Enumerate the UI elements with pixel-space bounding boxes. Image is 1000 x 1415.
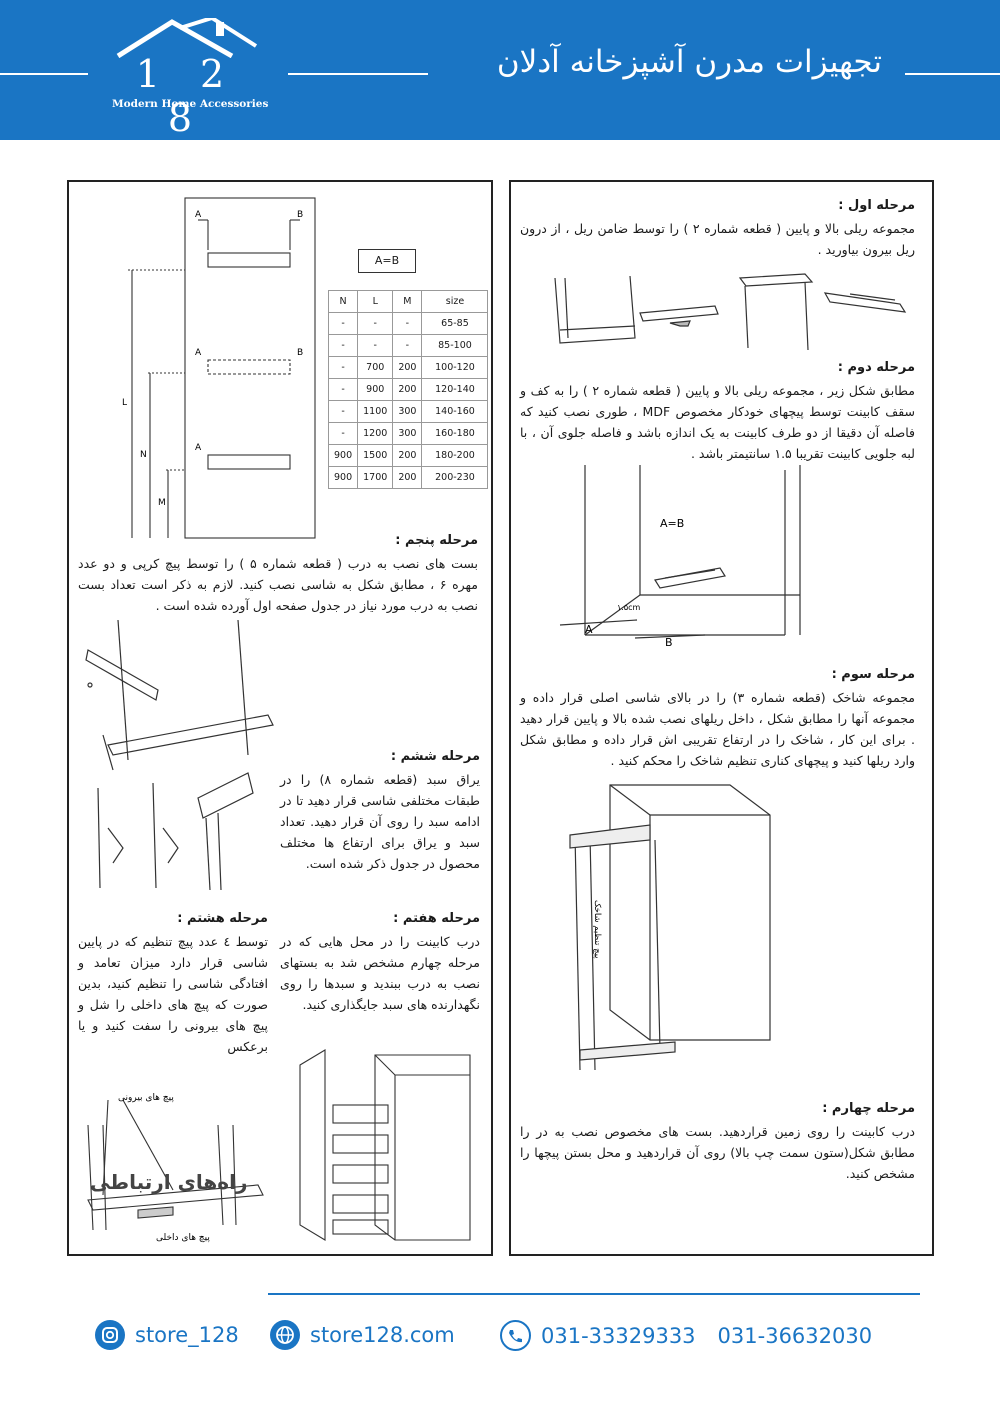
step2 (520, 357, 915, 464)
step6-title: مرحله ششم : (390, 749, 480, 764)
step6-hanger-figure (78, 768, 278, 893)
step2-title: مرحله دوم : (837, 360, 915, 375)
door-label-m: M (158, 498, 166, 508)
table-cell: 200 (393, 379, 422, 401)
table-row (329, 379, 488, 401)
table-cell: 1100 (358, 401, 393, 423)
logo-subtitle: Modern Home Accessories (112, 98, 269, 110)
phone-icon (500, 1320, 531, 1351)
step7-text: درب کابینت را در محل هایی که در مرحله چهارم مشخص شد به بستهای نصب به درب ببندید و سبدها را روی نگهدارنده های سبد جایگذاری کنید. (280, 934, 480, 1012)
step7-basket-figure (295, 1045, 475, 1245)
table-row (329, 423, 488, 445)
footer-title: راه‌های ارتباطی (90, 1170, 248, 1194)
table-cell: 1700 (358, 467, 393, 489)
ab-box: A=B (358, 249, 416, 273)
table-row (329, 313, 488, 335)
footer-divider (268, 1293, 920, 1295)
table-cell: 700 (358, 357, 393, 379)
step2-label-b: B (665, 636, 673, 649)
instagram-contact[interactable] (95, 1320, 239, 1350)
table-cell: 200 (393, 467, 422, 489)
step2-text: مطابق شکل زیر ، مجموعه ریلی بالا و پایین ( قطعه شماره ۲ ) را به کف و سقف کابینت توسط پیچهای خودکار مخصوص MDF ، طوری نصب کنید که فاصله آن دقیقا از دو طرف کابینت به یک اندازه باشد و فاصله جلوی آن ، با لبه جلویی کابینت تقریبا ۱.۵ سانتیمتر باشد . (520, 383, 915, 461)
table-row (329, 401, 488, 423)
step3-text: مجموعه شاخک (قطعه شماره ۳) را در بالای شاسی اصلی قرار داده و مجموعه آنها را مطابق شکل ، داخل ریلهای نصب شده بالا و پایین قرار دهید . برای این کار ، شاخک را در ارتفاع تقریبی اش قرار داده و مطابق شکل وارد ریلها کنید و پیچهای کناری تنظیم شاخک را محکم کنید . (520, 690, 915, 768)
table-cell: - (329, 401, 358, 423)
step3-cabinet-figure (565, 780, 780, 1080)
step3-label: پیچ تنظیم شاخک (592, 900, 602, 959)
table-cell: - (358, 335, 393, 357)
step1-title: مرحله اول : (838, 198, 915, 213)
phone-number-1: 031-33329333 (541, 1323, 696, 1348)
instagram-handle: store_128 (135, 1323, 239, 1347)
header-banner (0, 0, 1000, 140)
size-table-header (329, 291, 488, 313)
table-row (329, 445, 488, 467)
table-cell: 200-230 (422, 467, 488, 489)
globe-icon (270, 1320, 300, 1350)
table-cell: - (329, 335, 358, 357)
step2-label-dist: ۱.۵cm (617, 603, 641, 612)
table-cell: 100-120 (422, 357, 488, 379)
size-table-header-l: L (358, 291, 393, 313)
door-label-b-mid: B (297, 348, 304, 358)
door-label-l: L (122, 398, 128, 408)
step8-text: توسط ٤ عدد پیچ تنظیم که در پایین شاسی قرار دارد میزان تعامد و افتادگی شاسی را تنظیم کنید، بدین صورت که پیچ های داخلی را شل و پیچ های بیرونی را سفت کنید و یا برعکس (78, 934, 268, 1054)
table-cell: - (329, 423, 358, 445)
table-cell: 85-100 (422, 335, 488, 357)
table-cell: - (329, 313, 358, 335)
table-cell: 160-180 (422, 423, 488, 445)
step5-bracket-figure (78, 615, 278, 775)
table-cell: 1200 (358, 423, 393, 445)
table-cell: 900 (329, 467, 358, 489)
step2-cabinet-figure (555, 460, 815, 650)
step4-text: درب کابینت را روی زمین قراردهید. بست های مخصوص نصب به در را مطابق شکل(ستون سمت چپ بالا) روی آن قراردهید و محل بستن پیچها را مشخص کنید. (520, 1124, 915, 1181)
table-cell: 1500 (358, 445, 393, 467)
step7 (280, 908, 480, 1015)
step7-title: مرحله هفتم : (393, 911, 480, 926)
step1 (520, 195, 915, 260)
step5-text: بست های نصب به درب ( قطعه شماره ۵ ) را توسط پیچ کرپی و دو عدد مهره ۶ ، مطابق شکل به شاسی نصب کنید. لازم به ذکر است تعداد بست نصب به درب مورد نیاز در جدول صفحه اول آورده شده است . (78, 556, 478, 613)
step6-text: یراق سبد (قطعه شماره ۸) را در طبقات مختلفی شاسی قرار دهید تا در ادامه سبد را روی آن قرار دهید. تعداد سبد و یراق برای ارتفاع ها مختلف محصول در جدول ذکر شده است. (280, 772, 480, 871)
table-cell: 200 (393, 357, 422, 379)
step8 (78, 908, 268, 1057)
size-table (328, 290, 488, 489)
instagram-icon (95, 1320, 125, 1350)
step3 (520, 664, 915, 771)
step8-title: مرحله هشتم : (177, 911, 268, 926)
table-cell: 120-140 (422, 379, 488, 401)
table-row (329, 357, 488, 379)
header-line-mid (288, 73, 428, 75)
step8-outer-label: پیچ های بیرونی (118, 1093, 174, 1103)
table-cell: 900 (329, 445, 358, 467)
table-row (329, 335, 488, 357)
table-cell: 300 (393, 401, 422, 423)
step5 (78, 530, 478, 616)
table-cell: - (329, 379, 358, 401)
table-cell: - (358, 313, 393, 335)
table-cell: 900 (358, 379, 393, 401)
table-cell: 200 (393, 445, 422, 467)
logo (112, 18, 269, 140)
table-row (329, 467, 488, 489)
table-cell: - (393, 313, 422, 335)
step1-rail-figure (550, 268, 920, 358)
step1-text: مجموعه ریلی بالا و پایین ( قطعه شماره ۲ ) را توسط ضامن ریل ، از درون ریل بیرون بیاورید . (520, 221, 915, 257)
website-url: store128.com (310, 1323, 455, 1347)
size-table-header-m: M (393, 291, 422, 313)
door-label-a-mid: A (195, 348, 202, 358)
phone-number-2: 031-36632030 (717, 1323, 873, 1348)
step8-screw-figure (78, 1080, 278, 1245)
door-dimension-figure (120, 195, 320, 545)
size-table-header-n: N (329, 291, 358, 313)
step2-label-ab: A=B (660, 517, 685, 530)
table-cell: 140-160 (422, 401, 488, 423)
step6 (280, 746, 480, 874)
table-cell: 65-85 (422, 313, 488, 335)
logo-number: 1 2 8 (135, 52, 239, 140)
header-line-left (0, 73, 88, 75)
website-contact[interactable] (270, 1320, 455, 1350)
step4-title: مرحله چهارم : (822, 1101, 915, 1116)
table-cell: - (393, 335, 422, 357)
step2-label-a: A (585, 623, 593, 636)
table-cell: 180-200 (422, 445, 488, 467)
step5-title: مرحله پنجم : (395, 533, 478, 548)
door-label-n: N (140, 450, 147, 460)
door-label-a-top: A (195, 210, 202, 220)
door-label-b-top: B (297, 210, 304, 220)
header-line-right (905, 73, 1000, 75)
page-title: تجهیزات مدرن آشپزخانه آدلان (496, 44, 882, 80)
size-table-header-size: size (422, 291, 488, 313)
door-label-a-bot: A (195, 443, 202, 453)
table-cell: 300 (393, 423, 422, 445)
step4 (520, 1098, 915, 1184)
table-cell: - (329, 357, 358, 379)
phone-contact[interactable] (500, 1320, 872, 1351)
step3-title: مرحله سوم : (831, 667, 915, 682)
step8-inner-label: پیچ های داخلی (156, 1233, 210, 1243)
